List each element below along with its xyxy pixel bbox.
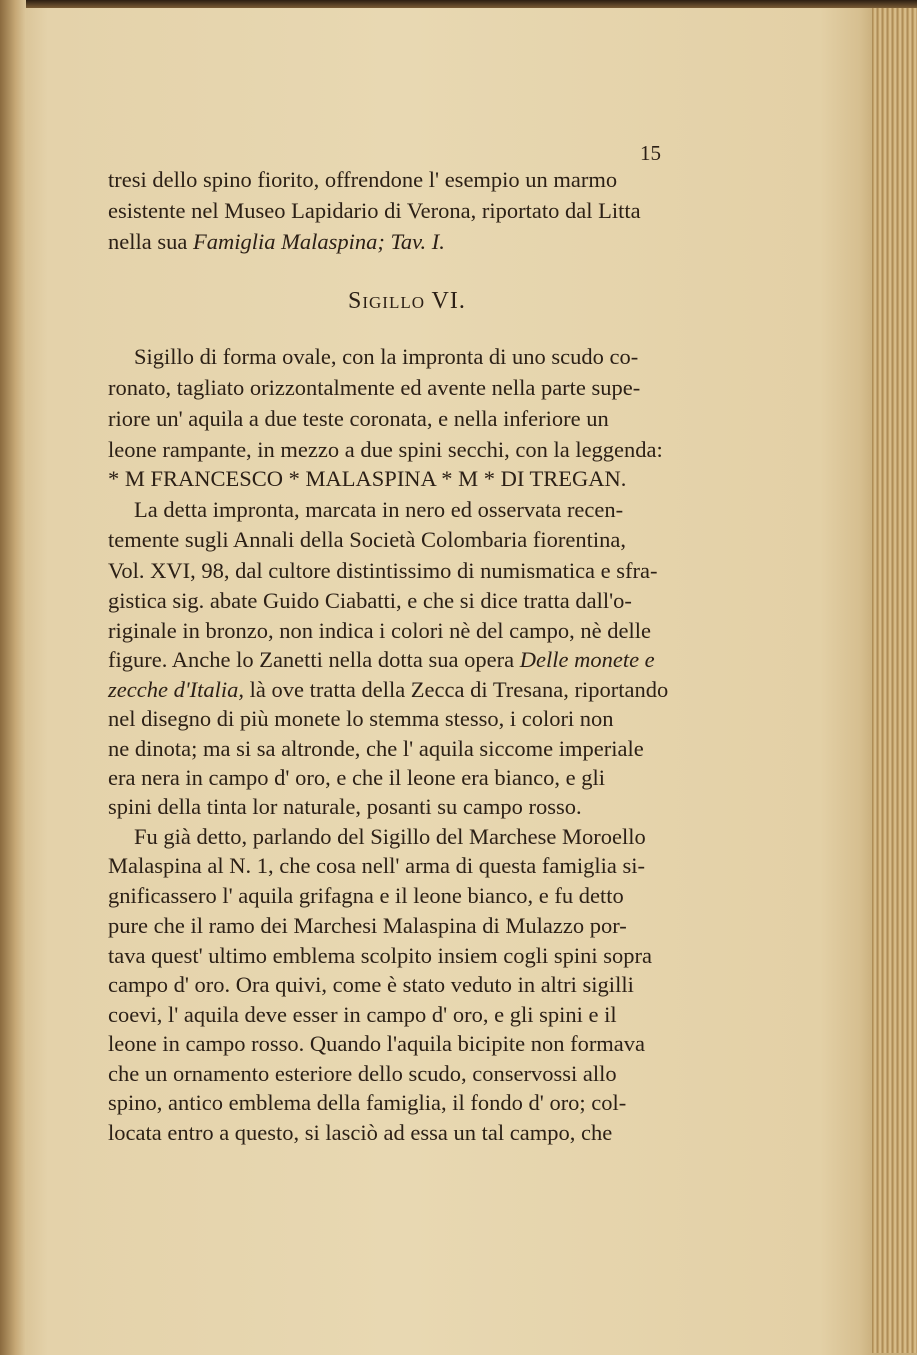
text-line: figure. Anche lo Zanetti nella dotta sua opera Delle monete e	[108, 647, 655, 672]
text-line: riore un' aquila a due teste coronata, e nella inferiore un	[108, 406, 609, 431]
text-line: gnificassero l' aquila grifagna e il leone bianco, e fu detto	[108, 883, 624, 908]
legend-line: * M FRANCESCO * MALASPINA * M * DI TREGAN.	[108, 466, 627, 491]
text-line: locata entro a questo, si lasciò ad essa un tal campo, che	[108, 1120, 613, 1145]
book-gutter	[0, 0, 26, 1355]
section-heading: Sigillo VI.	[348, 288, 466, 314]
text-line: campo d' oro. Ora quivi, come è stato veduto in altri sigilli	[108, 972, 634, 997]
text-line: Vol. XVI, 98, dal cultore distintissimo di numismatica e sfra-	[108, 558, 658, 583]
text-line: leone in campo rosso. Quando l'aquila bicipite non formava	[108, 1031, 646, 1056]
text-line: ronato, tagliato orizzontalmente ed avente nella parte supe-	[108, 375, 641, 400]
text-line: riginale in bronzo, non indica i colori nè del campo, nè delle	[108, 618, 651, 643]
page-number: 15	[640, 141, 661, 165]
text-line: spino, antico emblema della famiglia, il fondo d' oro; col-	[108, 1090, 627, 1115]
text-line: ne dinota; ma si sa altronde, che l' aquila siccome imperiale	[108, 736, 644, 761]
text-line: tresi dello spino fiorito, offrendone l' esempio un marmo	[108, 167, 618, 192]
text-line: nel disegno di più monete lo stemma stesso, i colori non	[108, 706, 614, 731]
text-line: coevi, l' aquila deve esser in campo d' oro, e gli spini e il	[108, 1002, 617, 1027]
italic-title: Famiglia Malaspina; Tav. I.	[192, 229, 445, 254]
text-line: Sigillo di forma ovale, con la impronta di uno scudo co-	[134, 344, 639, 369]
italic-title: Delle monete e	[519, 647, 655, 672]
page-top-edge	[0, 0, 917, 8]
text-line: gistica sig. abate Guido Ciabatti, e che si dice tratta dall'o-	[108, 588, 632, 613]
text-line: zecche d'Italia, là ove tratta della Zecca di Tresana, riportando	[108, 677, 669, 702]
text-line: era nera in campo d' oro, e che il leone era bianco, e gli	[108, 765, 605, 790]
text-line: pure che il ramo dei Marchesi Malaspina di Mulazzo por-	[108, 913, 627, 938]
text-line: spini della tinta lor naturale, posanti su campo rosso.	[108, 794, 582, 819]
text-line: tava quest' ultimo emblema scolpito insiem cogli spini sopra	[108, 943, 652, 968]
text-line: leone rampante, in mezzo a due spini secchi, con la leggenda:	[108, 437, 663, 462]
text-line: esistente nel Museo Lapidario di Verona, riportato dal Litta	[108, 198, 641, 223]
text-line: Malaspina al N. 1, che cosa nell' arma di questa famiglia si-	[108, 853, 646, 878]
text-line: temente sugli Annali della Società Colombaria fiorentina,	[108, 527, 626, 552]
text-line: La detta impronta, marcata in nero ed osservata recen-	[134, 497, 624, 522]
text-line: Fu già detto, parlando del Sigillo del Marchese Moroello	[134, 824, 646, 849]
page-fore-edge	[872, 8, 917, 1353]
text-line: nella sua Famiglia Malaspina; Tav. I.	[108, 229, 445, 254]
italic-title: zecche d'Italia,	[108, 677, 245, 702]
text-line: che un ornamento esteriore dello scudo, conservossi allo	[108, 1061, 617, 1086]
